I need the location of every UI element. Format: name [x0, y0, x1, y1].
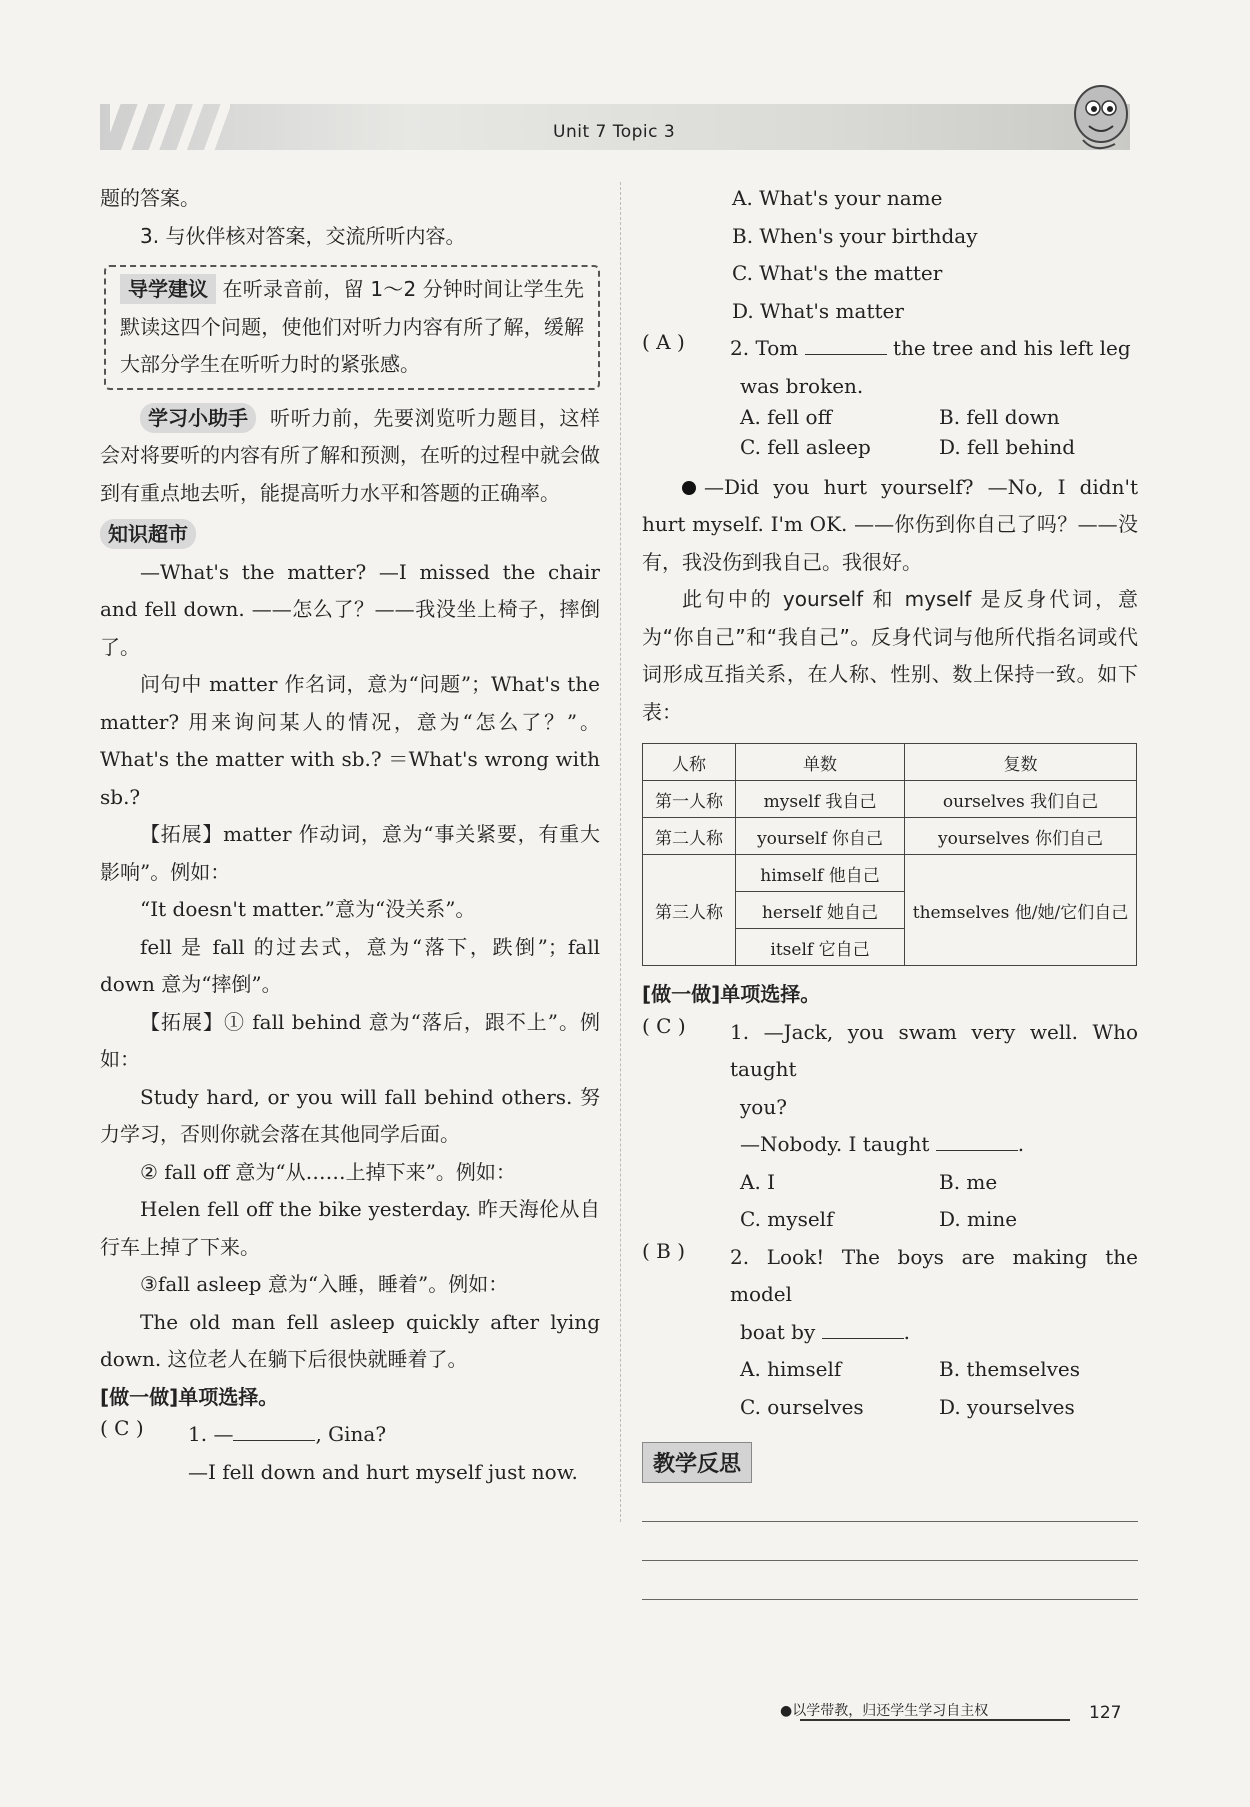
question-text: —I fell down and hurt myself just now. [188, 1459, 578, 1484]
bullet-icon [682, 481, 696, 495]
question-text: was broken. [740, 373, 864, 398]
page-number: 127 [1089, 1703, 1122, 1723]
option: D. fell behind [939, 435, 1076, 459]
reflection-line[interactable] [642, 1522, 1138, 1561]
option: A. What's your name [732, 186, 943, 210]
knowledge-label: 知识超市 [100, 519, 196, 549]
paragraph: —Did you hurt yourself? —No, I didn't hurt myself. I'm OK. ——你伤到你自己了吗？——没有，我没伤到我自己。我很好。 [642, 474, 1138, 574]
table-cell: ourselves 我们自己 [905, 781, 1137, 818]
table-cell: herself 她自己 [736, 892, 905, 929]
question-text: boat by [740, 1319, 816, 1344]
left-column [100, 180, 600, 1491]
table-cell: 第一人称 [643, 781, 736, 818]
table-header: 人称 [643, 744, 736, 781]
table-header: 单数 [736, 744, 905, 781]
option: A. I [740, 1169, 776, 1194]
reflection-label: 教学反思 [642, 1442, 752, 1483]
paragraph: fell 是 fall 的过去式，意为“落下，跌倒”；fall down 意为“摔倒”。 [100, 934, 600, 996]
guide-tip-text: 在听录音前，留 1～2 分钟时间让学生先默读这四个问题，使他们对听力内容有所了解，缓解大部分学生在听听力时的紧张感。 [120, 277, 584, 376]
column-divider [620, 182, 621, 1522]
page-header-title: Unit 7 Topic 3 [553, 122, 676, 142]
option: B. me [939, 1169, 998, 1194]
table-cell: himself 他自己 [736, 855, 905, 892]
footer-slogan: ●以学带教，归还学生学习自主权 [780, 1703, 989, 1719]
guide-tip-box [104, 265, 600, 390]
question-2 [642, 330, 1138, 368]
answer-mark: ( C ) [642, 1013, 686, 1038]
answer-blank[interactable] [936, 1130, 1018, 1151]
guide-tip-label: 导学建议 [120, 274, 216, 304]
option: B. When's your birthday [732, 223, 978, 248]
option: C. fell asleep [740, 435, 871, 459]
question-text: 2. Tom [730, 336, 799, 360]
header-stripes [110, 104, 230, 150]
answer-mark: ( A ) [642, 330, 685, 354]
reflection-line[interactable] [642, 1561, 1138, 1600]
paragraph: 问句中 matter 作名词，意为“问题”；What's the matter? 用来询问某人的情况，意为“怎么了？”。What's the matter with sb.? ＝What's wrong with sb.? [100, 672, 600, 809]
table-header: 复数 [905, 744, 1137, 781]
option: D. yourselves [939, 1394, 1075, 1419]
right-column: A. What's your name B. When's your birthday C. What's the matter D. What's matter ( A ) 2. Tom the tree and his left leg was broken. A. fell off B. fell down C. fell asleep D. fell behind —Did you hurt yourself? —No, I didn't hurt myself. I'm OK. ——你伤到你自己了吗？——没有，我没伤到我自己。我很好。 此句中的 yourself 和 myself 是反身代词，意为“你自己”和“我自己”。反身代词与他所代指名词或代词形成互指关系，在人称、性别、数上保持一致。如下表： 人称 单数 复数 第一人称 myself 我自己 ourselves 我们自己 第二人称 yourself 你自己 yourselves 你们自己 第三人称 himself 他自己 themselves 他/她/它们自己 herself 她自己 itself 它自己 [做一做]单项选择。 ( C ) 1. —Jack, you swam very well. Who taught you? —Nobody. I taught . A. I B. me C. myself D. mine ( B ) 2. Look! The boys are making the model boat by . A. himself B. themselves C. ourselves D. yourselves 教学反思 [642, 180, 1138, 1600]
table-cell: myself 我自己 [736, 781, 905, 818]
question-text: —Nobody. I taught [740, 1132, 930, 1156]
extension: ② fall off 意为“从……上掉下来”。例如： [140, 1159, 516, 1184]
table-cell: itself 它自己 [736, 929, 905, 966]
option: C. What's the matter [732, 261, 943, 285]
option: A. himself [740, 1357, 842, 1381]
table-cell: 第二人称 [643, 818, 736, 855]
option: B. themselves [939, 1357, 1081, 1381]
example: “It doesn't matter.”意为“没关系”。 [140, 897, 476, 921]
footer-line [800, 1719, 1070, 1721]
question-text: , Gina? [315, 1422, 387, 1446]
text-line: 3. 与伙伴核对答案，交流所听内容。 [140, 223, 466, 248]
option: C. ourselves [740, 1394, 864, 1419]
example: Helen fell off the bike yesterday. 昨天海伦从自行车上掉了下来。 [100, 1197, 600, 1259]
question-text: 2. Look! The boys are making the model [730, 1244, 1138, 1306]
option: A. fell off [740, 405, 832, 429]
table-cell: themselves 他/她/它们自己 [905, 855, 1137, 966]
answer-blank[interactable] [822, 1318, 904, 1339]
extension: ③fall asleep 意为“入睡，睡着”。例如： [140, 1272, 509, 1296]
table-row [643, 781, 1137, 818]
helper-label: 学习小助手 [140, 403, 256, 433]
paragraph: —What's the matter? —I missed the chair and fell down. ——怎么了？——我没坐上椅子，摔倒了。 [100, 559, 600, 659]
reflection-line[interactable] [642, 1483, 1138, 1522]
text-line: 题的答案。 [100, 186, 200, 210]
question-1 [642, 1014, 1138, 1089]
mascot-icon [1065, 78, 1135, 158]
example: Study hard, or you will fall behind others. 努力学习，否则你就会落在其他同学后面。 [100, 1084, 600, 1146]
table-row [643, 855, 1137, 892]
answer-blank[interactable] [805, 334, 887, 355]
question-2 [642, 1239, 1138, 1314]
table-cell: yourselves 你们自己 [905, 818, 1137, 855]
paragraph: 此句中的 yourself 和 myself 是反身代词，意为“你自己”和“我自己”。反身代词与他所代指名词或代词形成互指关系，在人称、性别、数上保持一致。如下表： [642, 587, 1138, 724]
option: D. What's matter [732, 298, 904, 323]
question-text: you? [740, 1094, 787, 1119]
answer-blank[interactable] [233, 1420, 315, 1441]
exercise-heading: [做一做]单项选择。 [642, 982, 821, 1006]
option: C. myself [740, 1207, 834, 1231]
table-row [643, 818, 1137, 855]
question-text: 1. — [188, 1422, 234, 1446]
option: B. fell down [939, 405, 1060, 429]
table-cell: yourself 你自己 [736, 818, 905, 855]
answer-mark: ( C ) [100, 1416, 144, 1440]
question-text: the tree and his left leg [892, 336, 1131, 360]
extension: 【拓展】① fall behind 意为“落后，跟不上”。例如： [100, 1009, 600, 1071]
reflexive-pronoun-table [642, 743, 1137, 966]
question-text: 1. —Jack, you swam very well. Who taught [730, 1019, 1138, 1081]
table-cell: 第三人称 [643, 855, 736, 966]
answer-mark: ( B ) [642, 1238, 686, 1263]
extension: 【拓展】matter 作动词，意为“事关紧要，有重大影响”。例如： [100, 822, 600, 884]
question-1 [100, 1416, 600, 1454]
option: D. mine [939, 1207, 1018, 1231]
exercise-heading: [做一做]单项选择。 [100, 1384, 279, 1409]
example: The old man fell asleep quickly after lying down. 这位老人在躺下后很快就睡着了。 [100, 1309, 600, 1371]
helper-text: 听听力前，先要浏览听力题目，这样会对将要听的内容有所了解和预测，在听的过程中就会做到有重点地去听，能提高听力水平和答题的正确率。 [100, 405, 601, 505]
